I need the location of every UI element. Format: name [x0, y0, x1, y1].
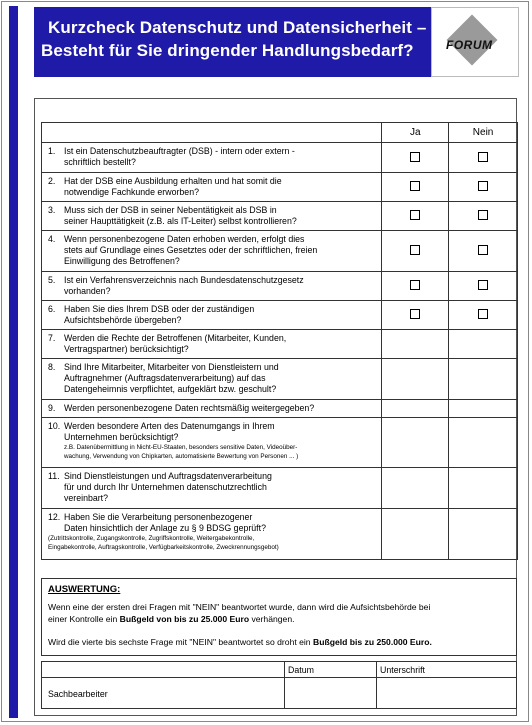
question-cell [42, 143, 382, 173]
question-text: Unternehmen berücksichtigt? [64, 432, 179, 443]
question-text: Ist ein Verfahrensverzeichnis nach Bundesdatenschutzgesetz [64, 275, 304, 285]
question-text: Haben Sie die Verarbeitung personenbezogener [64, 512, 253, 522]
question-number: 1. [48, 146, 56, 156]
nein-cell [449, 418, 518, 468]
question-text: Muss sich der DSB in seiner Nebentätigkeit als DSB in [64, 205, 277, 215]
table-row [42, 231, 518, 272]
question-text: Wenn personenbezogene Daten erhoben werden, erfolgt dies [64, 234, 305, 244]
evaluation-paragraph-2 [48, 637, 508, 649]
nein-cell [449, 301, 518, 330]
question-cell [42, 509, 382, 560]
question-number: 2. [48, 176, 56, 186]
checkbox-ja[interactable] [410, 210, 420, 220]
sachbearbeiter-label: Sachbearbeiter [48, 689, 108, 699]
evaluation-title: AUSWERTUNG: [48, 584, 121, 595]
table-header-row [42, 123, 518, 143]
checkbox-nein[interactable] [478, 245, 488, 255]
question-text: Hat der DSB eine Ausbildung erhalten und hat somit die [64, 176, 282, 186]
question-number: 7. [48, 333, 56, 343]
question-text: vorhanden? [64, 286, 111, 297]
table-row [42, 330, 518, 359]
left-accent-stripe [9, 6, 18, 718]
divider [42, 677, 516, 678]
question-number: 6. [48, 304, 56, 314]
table-row [42, 418, 518, 468]
checkbox-ja[interactable] [410, 280, 420, 290]
table-row [42, 468, 518, 509]
question-cell [42, 173, 382, 202]
logo-text: FORUM [446, 38, 493, 52]
evaluation-text: einer Kontrolle ein [48, 613, 120, 624]
question-note: wachung, Verwendung von Chipkarten, automatisierte Bewertung von Personen ... ) [64, 453, 299, 461]
question-header-cell [42, 123, 382, 143]
question-text: vereinbart? [64, 493, 109, 504]
nein-cell [449, 143, 518, 173]
ja-cell [382, 509, 449, 560]
nein-cell [449, 272, 518, 301]
checkbox-nein[interactable] [478, 309, 488, 319]
question-text: Sind Ihre Mitarbeiter, Mitarbeiter von Dienstleistern und [64, 362, 279, 372]
nein-cell [449, 359, 518, 400]
divider [284, 662, 285, 708]
checkbox-ja[interactable] [410, 245, 420, 255]
question-cell [42, 330, 382, 359]
question-cell [42, 359, 382, 400]
question-number: 5. [48, 275, 56, 285]
question-number: 4. [48, 234, 56, 244]
nein-cell [449, 202, 518, 231]
question-cell [42, 231, 382, 272]
question-text: Ist ein Datenschutzbeauftragter (DSB) - intern oder extern - [64, 146, 295, 156]
ja-cell [382, 143, 449, 173]
question-text: Datengeheimnis verpflichtet, aufgeklärt bzw. geschult? [64, 384, 277, 395]
evaluation-text: Wird die vierte bis sechste Frage mit "NEIN" beantwortet so droht ein [48, 637, 313, 647]
question-text: Einwilligung des Betroffenen? [64, 256, 180, 267]
ja-cell [382, 468, 449, 509]
question-text: Sind Dienstleistungen und Auftragsdatenverarbeitung [64, 471, 272, 481]
table-row [42, 359, 518, 400]
question-text: Vertragspartner) berücksichtigt? [64, 344, 189, 355]
question-text: Aufsichtsbehörde übergeben? [64, 315, 182, 326]
ja-cell [382, 272, 449, 301]
question-text: seiner Haupttätigkeit (z.B. als IT-Leiter) selbst kontrollieren? [64, 216, 297, 227]
nein-cell [449, 330, 518, 359]
table-row [42, 173, 518, 202]
question-cell [42, 400, 382, 418]
question-text: Werden personenbezogene Daten rechtsmäßig weitergegeben? [64, 403, 315, 413]
question-number: 12. [48, 512, 61, 522]
checklist-table [41, 122, 518, 560]
question-text: notwendige Fachkunde erworben? [64, 187, 199, 198]
question-text: Haben Sie dies Ihrem DSB oder der zuständigen [64, 304, 255, 314]
question-note: (Zutrittskontrolle, Zugangskontrolle, Zugriffskontrolle, Weitergabekontrolle, [48, 535, 255, 543]
question-text: für und durch Ihr Unternehmen datenschutzrechtlich [64, 482, 267, 493]
question-number: 11. [48, 471, 60, 481]
ja-cell [382, 202, 449, 231]
question-cell [42, 468, 382, 509]
fine-amount-250000: Bußgeld bis zu 250.000 Euro. [312, 637, 432, 647]
question-text: Werden die Rechte der Betroffenen (Mitarbeiter, Kunden, [64, 333, 287, 343]
col-header-ja: Ja [382, 123, 449, 143]
nein-cell [449, 468, 518, 509]
checkbox-ja[interactable] [410, 181, 420, 191]
question-cell [42, 202, 382, 231]
nein-cell [449, 173, 518, 202]
table-row [42, 272, 518, 301]
question-note: z.B. Datenübermittlung in Nicht-EU-Staaten, besonders sensitive Daten, Videoüber- [64, 444, 298, 452]
question-text: Daten hinsichtlich der Anlage zu § 9 BDSG geprüft? [64, 523, 266, 534]
page-title-line2: Besteht für Sie dringender Handlungsbedarf? [41, 41, 414, 60]
question-number: 3. [48, 205, 56, 215]
page-title-line1: Kurzcheck Datenschutz und Datensicherheit – [48, 18, 427, 37]
evaluation-text: Wenn eine der ersten drei Fragen mit "NEIN" beantwortet wurde, dann wird die Aufsichtsbehörde bei [48, 602, 431, 612]
forum-logo [431, 7, 519, 77]
checkbox-nein[interactable] [478, 280, 488, 290]
question-cell [42, 272, 382, 301]
table-row [42, 202, 518, 231]
ja-cell [382, 231, 449, 272]
nein-cell [449, 400, 518, 418]
question-note: Eingabekontrolle, Auftragskontrolle, Verfügbarkeitskontrolle, Zweckrennungsgebot) [48, 544, 279, 552]
checkbox-nein[interactable] [478, 152, 488, 162]
question-number: 8. [48, 362, 56, 372]
evaluation-text: verhängen. [249, 613, 295, 624]
question-text: schriftlich bestellt? [64, 157, 136, 168]
ja-cell [382, 418, 449, 468]
ja-cell [382, 400, 449, 418]
question-number: 9. [48, 403, 56, 413]
ja-cell [382, 173, 449, 202]
header-banner [34, 7, 431, 77]
question-text: stets auf Grundlage eines Gesetztes oder der schriftlichen, freien [64, 245, 318, 256]
checkbox-nein[interactable] [478, 210, 488, 220]
checkbox-ja[interactable] [410, 152, 420, 162]
question-number: 10. [48, 421, 61, 431]
checkbox-nein[interactable] [478, 181, 488, 191]
ja-cell [382, 359, 449, 400]
nein-cell [449, 509, 518, 560]
signature-block [41, 661, 517, 709]
checkbox-ja[interactable] [410, 309, 420, 319]
ja-cell [382, 301, 449, 330]
question-cell [42, 301, 382, 330]
datum-label: Datum [288, 665, 314, 675]
nein-cell [449, 231, 518, 272]
divider [376, 662, 377, 708]
table-row [42, 400, 518, 418]
fine-amount-25000: Bußgeld von bis zu 25.000 Euro [119, 613, 250, 624]
unterschrift-label: Unterschrift [380, 665, 425, 675]
evaluation-paragraph-1 [48, 602, 508, 625]
question-text: Auftragnehmer (Auftragsdatenverarbeitung) auf das [64, 373, 266, 384]
question-cell [42, 418, 382, 468]
table-row [42, 301, 518, 330]
ja-cell [382, 330, 449, 359]
evaluation-box [41, 578, 517, 656]
table-row [42, 509, 518, 560]
question-text: Werden besondere Arten des Datenumgangs in Ihrem [64, 421, 275, 431]
col-header-nein: Nein [449, 123, 518, 143]
table-row [42, 143, 518, 173]
